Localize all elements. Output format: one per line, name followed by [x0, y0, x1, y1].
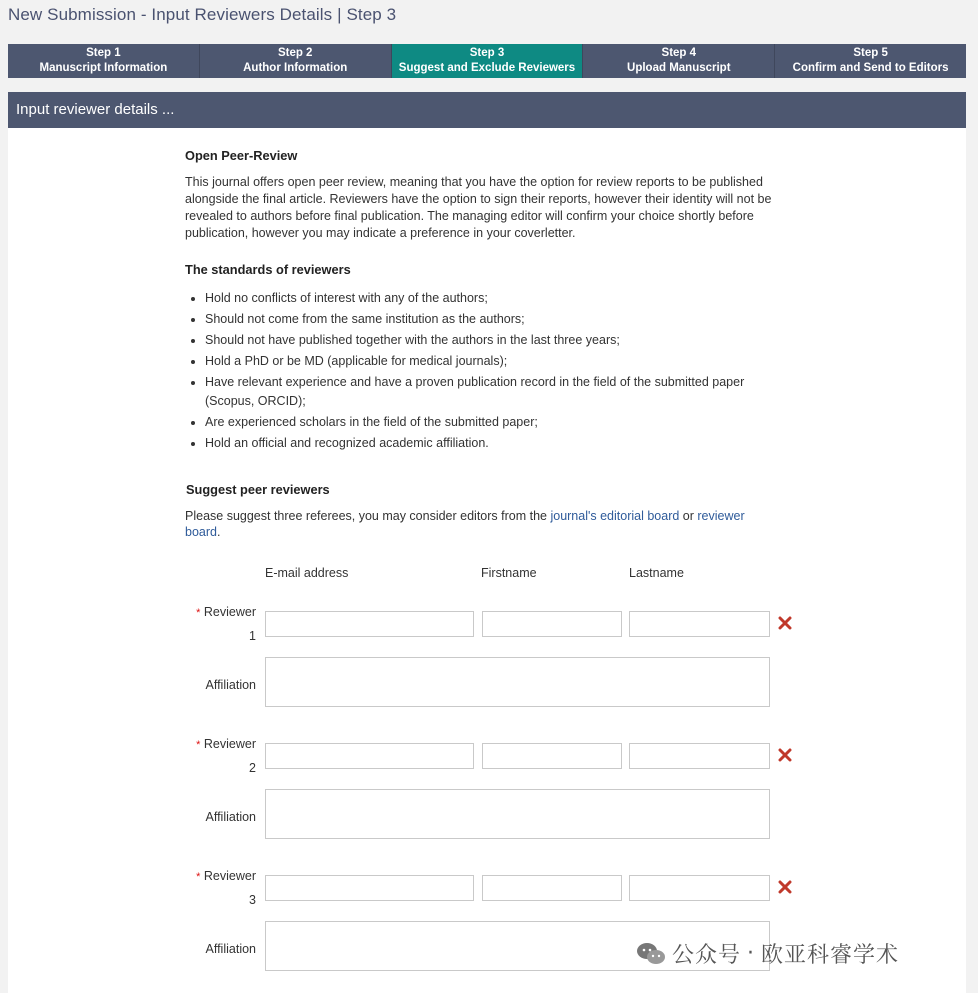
step-3-label: Suggest and Exclude Reviewers [398, 62, 576, 74]
list-item: • Have relevant experience and have a proven publication record in the field of the submitted paper (Scopus, ORCID); [205, 372, 785, 412]
watermark-text-1: 公众号 [672, 943, 742, 968]
open-review-line: publication, however you may indicate a preference in your coverletter. [185, 226, 576, 240]
reviewer-1-delete-icon[interactable] [778, 616, 792, 630]
reviewer-details-panel [8, 128, 966, 993]
open-review-line: revealed to authors before final publication. The managing editor will confirm your choice shortly before [185, 209, 754, 223]
step-1-label: Manuscript Information [39, 62, 168, 74]
step-2[interactable] [200, 44, 392, 78]
reviewer-label-text: Reviewer [203, 869, 256, 883]
list-item: • Should not come from the same institution as the authors; [205, 309, 785, 330]
step-5[interactable] [775, 44, 966, 78]
reviewer-2-email-input[interactable] [265, 743, 474, 769]
suggest-text [185, 508, 785, 540]
reviewer-label-text: Reviewer [203, 605, 256, 619]
open-review-line: alongside the final article. Reviewers have the option to sign their reports, however their identity will not be [185, 192, 772, 206]
reviewer-3-email-input[interactable] [265, 875, 474, 901]
watermark-text-2: 欧亚科睿学术 [761, 943, 900, 968]
reviewer-1-affiliation-input[interactable] [265, 657, 770, 707]
suggest-text-end: . [216, 525, 221, 539]
panel-header: Input reviewer details ... [8, 92, 966, 128]
list-item: • Hold a PhD or be MD (applicable for medical journals); [205, 351, 785, 372]
step-2-label: Author Information [243, 62, 348, 74]
open-review-text [185, 174, 825, 242]
email-column-header: E-mail address [265, 566, 349, 580]
reviewer-1-affiliation-label: Affiliation [205, 678, 256, 692]
page-title: New Submission - Input Reviewers Details | Step 3 [8, 5, 397, 24]
step-2-number: Step 2 [277, 47, 313, 59]
reviewer-3-affiliation-label: Affiliation [205, 942, 256, 956]
reviewer-2-delete-icon[interactable] [778, 748, 792, 762]
reviewer-2-firstname-input[interactable] [482, 743, 622, 769]
list-item: • Hold an official and recognized academic affiliation. [205, 433, 785, 454]
reviewer-number: 3 [249, 893, 256, 907]
open-review-line: This journal offers open peer review, meaning that you have the option for review reports to be published [185, 175, 763, 189]
reviewer-3-label [186, 865, 256, 912]
reviewer-board-link-text-cont: board [185, 525, 217, 539]
required-marker: * [196, 871, 201, 883]
open-review-heading: Open Peer-Review [185, 148, 298, 163]
list-item: • Hold no conflicts of interest with any of the authors; [205, 288, 785, 309]
step-5-number: Step 5 [853, 47, 888, 59]
reviewer-2-affiliation-input[interactable] [265, 789, 770, 839]
standards-heading: The standards of reviewers [185, 262, 351, 277]
step-progress-bar [8, 44, 966, 78]
step-4-label: Upload Manuscript [627, 62, 731, 74]
step-1[interactable] [8, 44, 200, 78]
list-item: • Are experienced scholars in the field of the submitted paper; [205, 412, 785, 433]
reviewer-3-delete-icon[interactable] [778, 880, 792, 894]
step-4-number: Step 4 [661, 47, 697, 59]
reviewer-number: 1 [249, 629, 256, 643]
watermark [636, 938, 899, 969]
editorial-board-link[interactable]: journal's editorial board [550, 509, 680, 523]
lastname-column-header: Lastname [629, 566, 684, 580]
suggest-text-mid: or [679, 509, 698, 523]
wechat-icon [636, 941, 666, 967]
step-3-current[interactable] [392, 44, 584, 78]
reviewer-1-lastname-input[interactable] [629, 611, 770, 637]
list-item: • Should not have published together with the authors in the last three years; [205, 330, 785, 351]
suggest-text-before: Please suggest three referees, you may consider editors from the [185, 509, 551, 523]
reviewer-3-firstname-input[interactable] [482, 875, 622, 901]
watermark-separator: · [747, 941, 756, 966]
reviewer-board-link-text: reviewer [697, 509, 745, 523]
step-5-label: Confirm and Send to Editors [792, 62, 949, 74]
reviewer-1-email-input[interactable] [265, 611, 474, 637]
reviewer-3-lastname-input[interactable] [629, 875, 770, 901]
reviewer-2-lastname-input[interactable] [629, 743, 770, 769]
reviewer-1-firstname-input[interactable] [482, 611, 622, 637]
step-1-number: Step 1 [86, 47, 121, 59]
reviewer-1-label [186, 601, 256, 648]
standards-list [185, 288, 785, 454]
firstname-column-header: Firstname [481, 566, 537, 580]
reviewer-number: 2 [249, 761, 256, 775]
suggest-heading: Suggest peer reviewers [186, 482, 330, 497]
step-4[interactable] [583, 44, 775, 78]
reviewer-2-affiliation-label: Affiliation [205, 810, 256, 824]
required-marker: * [196, 739, 201, 751]
required-marker: * [196, 607, 201, 619]
reviewer-label-text: Reviewer [203, 737, 256, 751]
reviewer-2-label [186, 733, 256, 780]
step-3-number: Step 3 [469, 47, 505, 59]
